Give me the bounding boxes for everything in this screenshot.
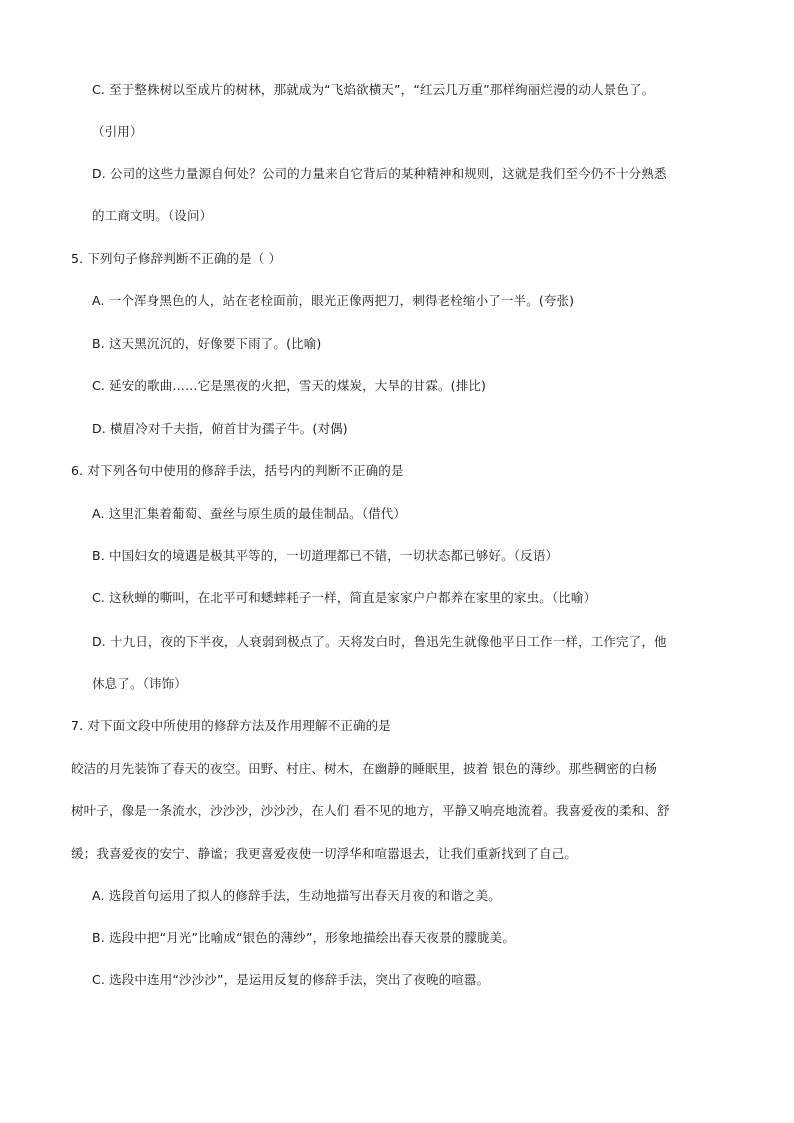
question-5: 5. 下列句子修辞判断不正确的是（ ） xyxy=(71,251,282,266)
passage-line-1: 皎洁的月先装饰了春天的夜空。田野、村庄、树木，在幽静的睡眠里，披着 银色的薄纱。那些稠密的白杨 xyxy=(71,761,658,776)
question-5-option-b: B. 这天黑沉沉的，好像要下雨了。(比喻) xyxy=(92,336,322,351)
option-d-prev: D. 公司的这些力量源自何处？公司的力量来自它背后的某种精神和规则，这就是我们至今仍不十分熟悉 xyxy=(92,166,667,181)
question-7-option-c: C. 选段中连用“沙沙沙”，是运用反复的修辞手法，突出了夜晚的喧嚣。 xyxy=(92,972,490,987)
question-6-option-d-cont: 休息了。（讳饰） xyxy=(92,676,187,691)
question-6: 6. 对下列各句中使用的修辞手法，括号内的判断不正确的是 xyxy=(71,463,404,478)
passage-line-3: 缓；我喜爱夜的安宁、静谧；我更喜爱夜使一切浮华和喧嚣退去，让我们重新找到了自己。 xyxy=(71,846,578,861)
question-5-option-a: A. 一个浑身黑色的人，站在老栓面前，眼光正像两把刀，刺得老栓缩小了一半。(夸张) xyxy=(92,293,575,308)
question-6-option-a: A. 这里汇集着葡萄、蚕丝与原生质的最佳制品。（借代） xyxy=(92,506,407,521)
option-c-prev-tag: （引用） xyxy=(92,124,143,139)
option-d-prev-cont: 的工商文明。（设问） xyxy=(92,208,213,223)
question-5-option-d: D. 横眉冷对千夫指，俯首甘为孺子牛。(对偶) xyxy=(92,421,348,436)
question-7-option-a: A. 选段首句运用了拟人的修辞手法，生动地描写出春天月夜的和谐之美。 xyxy=(92,888,501,903)
passage-line-2: 树叶子，像是一条流水，沙沙沙，沙沙沙，在人们 看不见的地方，平静又响亮地流着。我喜爱夜的柔和、舒 xyxy=(71,803,670,818)
question-6-option-d: D. 十九日，夜的下半夜，人衰弱到极点了。天将发白时，鲁迅先生就像他平日工作一样，工作完了，他 xyxy=(92,634,667,649)
question-6-option-b: B. 中国妇女的境遇是极其平等的，一切道理都已不错，一切状态都已够好。（反语） xyxy=(92,548,559,563)
question-5-option-c: C. 延安的歌曲……它是黑夜的火把，雪天的煤炭，大旱的甘霖。(排比) xyxy=(92,378,487,393)
question-6-option-c: C. 这秋蝉的嘶叫，在北平可和蟋蟀耗子一样，简直是家家户户都养在家里的家虫。（比喻） xyxy=(92,590,597,605)
question-7: 7. 对下面文段中所使用的修辞方法及作用理解不正确的是 xyxy=(71,718,391,733)
question-7-option-b: B. 选段中把“月光”比喻成“银色的薄纱”，形象地描绘出春天夜景的朦胧美。 xyxy=(92,930,515,945)
option-c-prev: C. 至于整株树以至成片的树林，那就成为“飞焰欲横天”，“红云几万重”那样绚丽烂漫的动人景色了。 xyxy=(92,82,655,97)
